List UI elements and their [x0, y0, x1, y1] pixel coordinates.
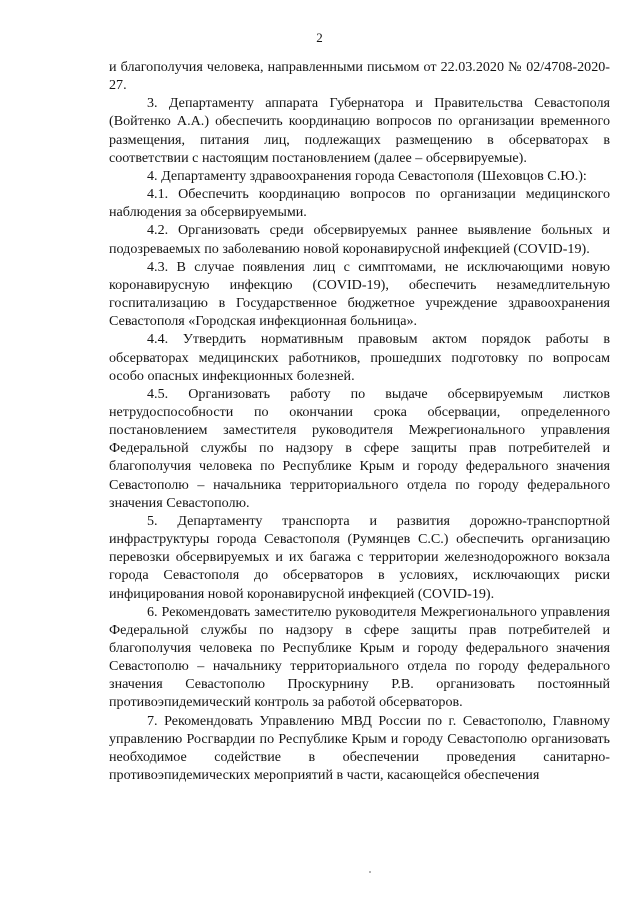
scan-speck: [369, 871, 371, 873]
paragraph-item-4-4: 4.4. Утвердить нормативным правовым актом порядок работы в обсерваторах медицинских работников, прошедших подготовку по вопросам особо опасных инфекционных болезней.: [109, 331, 610, 384]
paragraph-item-4-5: 4.5. Организовать работу по выдаче обсервируемым листков нетрудоспособности по окончании срока обсервации, определенного постановлением заместителя руководителя Межрегионального управления Федеральной службы по надзору в сфере защиты прав потребителей и благополучия человека по Республике Крым и городу федерального значения Севастополю – начальника территориального отдела по городу федерального значения Севастополю.: [109, 385, 610, 511]
document-body: [109, 58, 610, 784]
paragraph-item-5: 5. Департаменту транспорта и развития дорожно-транспортной инфраструктуры города Севастополя (Румянцев С.С.) обеспечить организацию перевозки обсервируемых и их багажа с территории железнодорожного вокзала города Севастополя до обсерваторов в условиях, исключающих риски инфицирования новой коронавирусной инфекцией (COVID-19).: [109, 512, 610, 602]
paragraph-item-4-3: 4.3. В случае появления лиц с симптомами, не исключающими новую коронавирусную инфекцию (COVID-19), обеспечить незамедлительную госпитализацию в Государственное бюджетное учреждение здравоохранения Севастополя «Городская инфекционная больница».: [109, 258, 610, 330]
paragraph-item-4-2: 4.2. Организовать среди обсервируемых раннее выявление больных и подозреваемых по заболеванию новой коронавирусной инфекцией (COVID-19).: [109, 222, 610, 257]
paragraph-item-4: 4. Департаменту здравоохранения города Севастополя (Шеховцов С.Ю.):: [147, 167, 587, 184]
paragraph-item-7: 7. Рекомендовать Управлению МВД России по г. Севастополю, Главному управлению Росгвардии по Республике Крым и городу Севастополю организовать необходимое содействие в обеспечении проведения санитарно-противоэпидемических мероприятий в части, касающейся обеспечения: [109, 712, 610, 784]
page-number: 2: [316, 30, 323, 45]
paragraph-item-6: 6. Рекомендовать заместителю руководителя Межрегионального управления Федеральной службы по надзору в сфере защиты прав потребителей и благополучия человека по Республике Крым и городу федерального значения Севастополю – начальнику территориального отдела по городу федерального значения Севастополю Проскурнину Р.В. организовать постоянный противоэпидемический контроль за работой обсерваторов.: [109, 603, 610, 711]
paragraph-item-3: 3. Департаменту аппарата Губернатора и Правительства Севастополя (Войтенко А.А.) обеспечить координацию вопросов по организации временного размещения, питания лиц, подлежащих размещению в обсерваторах в соответствии с настоящим постановлением (далее – обсервируемые).: [109, 95, 610, 166]
paragraph-continuation: и благополучия человека, направленными письмом от 22.03.2020 № 02/4708-2020-27.: [109, 59, 610, 94]
paragraph-item-4-1: 4.1. Обеспечить координацию вопросов по организации медицинского наблюдения за обсервируемыми.: [109, 186, 610, 221]
